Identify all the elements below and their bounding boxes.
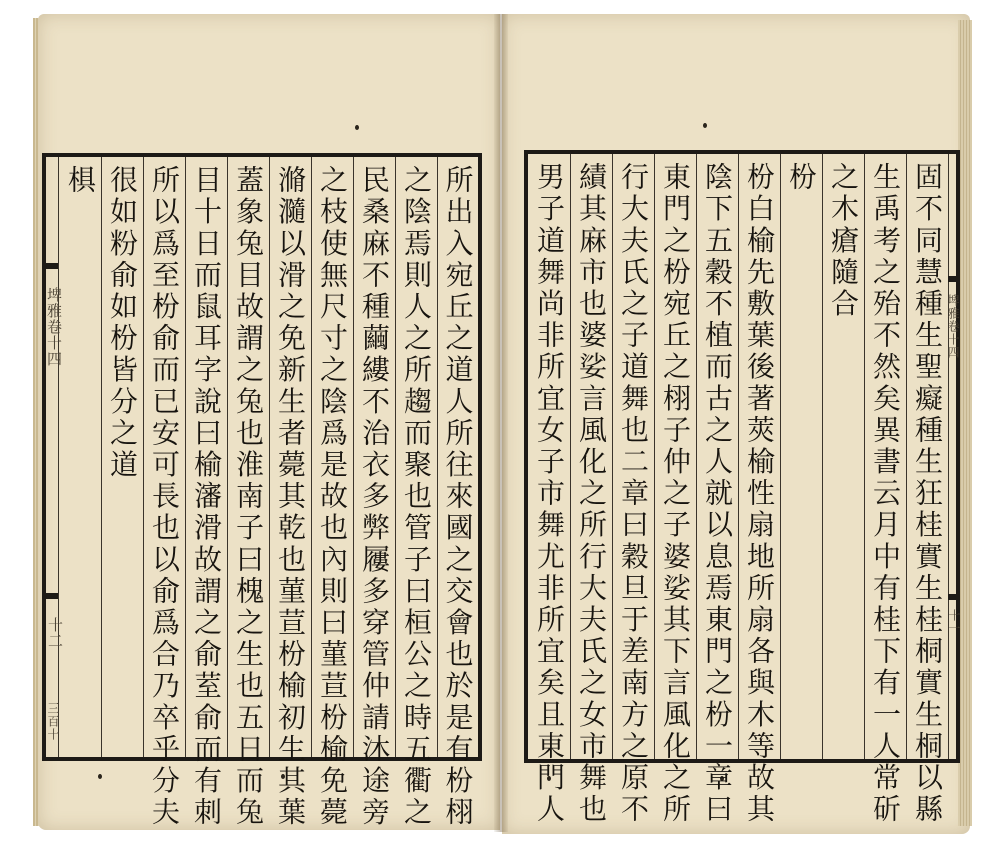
column-text: 之枝使無尺寸之陰爲是故也內則曰菫荁枌榆免薨 [316, 165, 349, 829]
text-column [311, 157, 354, 829]
text-column [353, 157, 396, 829]
book-spine [494, 14, 508, 832]
column-text: 東門之枌宛丘之栩子仲之子婆娑其下言風化之所 [659, 162, 692, 826]
fish-tail-mark [42, 593, 58, 599]
text-column [227, 157, 270, 829]
column-text: 椇 [64, 165, 97, 197]
margin-dot [355, 125, 359, 130]
margin-page-number: 十一 [947, 609, 961, 635]
column-text: 枌白榆先敷葉後著莢榆性扇地所扇各與木等故其 [743, 162, 776, 826]
column-text: 滫瀡以滑之免新生者薨其乾也菫荁枌榆初生其葉 [274, 165, 307, 829]
margin-dot [98, 774, 102, 779]
text-column [395, 157, 438, 829]
text-column [738, 154, 781, 826]
right-page-edges [958, 20, 972, 826]
text-column [269, 157, 312, 829]
left-text-frame [42, 153, 482, 829]
text-column [185, 157, 228, 829]
text-column [528, 154, 571, 826]
column-text: 生禹考之殆不然矣異書云月中有桂下有一人常斫 [869, 162, 902, 826]
column-text: 很如粉俞如枌皆分之道 [106, 165, 139, 481]
text-column [822, 154, 865, 759]
text-column [780, 154, 823, 759]
text-column [101, 157, 144, 757]
column-text: 之陰焉則人之所趨而聚也管子曰桓公之時五衢之 [400, 165, 433, 829]
column-text: 績其麻市也婆娑言風化之所行大夫氏之女市舞也 [575, 162, 608, 826]
text-column [654, 154, 697, 826]
column-text: 之木瘡隨合 [827, 162, 860, 320]
text-column [612, 154, 655, 826]
text-column [906, 154, 949, 826]
fish-tail-mark [948, 276, 960, 282]
column-text: 枌 [785, 162, 818, 194]
text-column [696, 154, 739, 826]
margin-count: 三百十 [46, 702, 60, 741]
margin-title: 埤雅卷十四 [946, 294, 960, 359]
column-text: 固不同慧種生聖癡種生狂桂實生桂桐實生桐以縣 [911, 162, 944, 826]
fold-rail-line [948, 154, 949, 759]
column-text: 所以爲至枌俞而已安可長也以俞爲合乃卒乎分夫 [148, 165, 181, 829]
column-text: 民桑麻不種繭縷不治衣多弊屨多穿管仲請沐途旁 [358, 165, 391, 829]
column-text: 陰下五穀不植而古之人就以息焉東門之枌一章曰 [701, 162, 734, 826]
column-text: 行大夫氏之子道舞也二章曰穀旦于差南方之原不 [617, 162, 650, 826]
right-text-frame [524, 150, 961, 826]
text-column [570, 154, 613, 826]
text-column [59, 157, 102, 757]
margin-page-number: 十二 [46, 617, 64, 649]
margin-dot [703, 123, 707, 128]
column-text: 男子道舞尚非所宜女子市舞尤非所宜矣且東門人 [533, 162, 566, 826]
column-text: 目十日而鼠耳字說曰榆瀋滑故謂之俞荎俞而有刺 [190, 165, 223, 829]
text-column [864, 154, 907, 826]
fish-tail-mark [948, 594, 960, 600]
text-column [143, 157, 186, 829]
margin-title: 埤雅卷十四 [45, 287, 63, 367]
column-text: 蓋象兔目故謂之兔也淮南子曰槐之生也五日而兔 [232, 165, 265, 829]
text-column [437, 157, 478, 829]
column-text: 所出入宛丘之道人所往來國之交會也於是有枌栩 [441, 165, 475, 829]
fish-tail-mark [42, 263, 58, 269]
